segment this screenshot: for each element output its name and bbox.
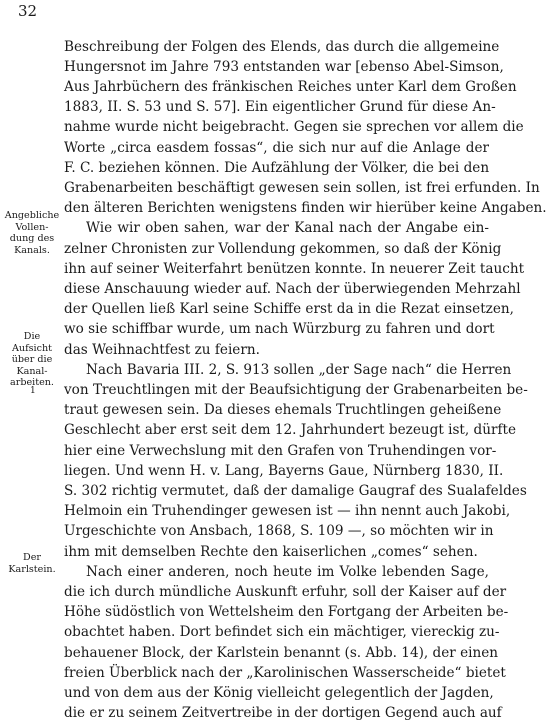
text-line: S. 302 richtig vermutet, daß der damalige Gaugraf des Sualafeldes — [64, 483, 527, 499]
text-line: der Quellen ließ Karl seine Schiffe erst da in die Rezat einsetzen, — [64, 301, 514, 317]
text-line: freien Überblick nach der „Karolinischen Wasserscheide“ bietet — [64, 665, 506, 681]
text-line: obachtet haben. Dort befindet sich ein mächtiger, viereckig zu- — [64, 624, 500, 640]
text-line: liegen. Und wenn H. v. Lang, Bayerns Gaue, Nürnberg 1830, II. — [64, 463, 504, 479]
text-line: Wie wir oben sahen, war der Kanal nach der Angabe ein- — [86, 220, 489, 236]
text-line: und von dem aus der König vielleicht gelegentlich der Jagden, — [64, 685, 494, 701]
text-line: Grabenarbeiten beschäftigt gewesen sein sollen, ist frei erfunden. In — [64, 180, 540, 196]
marginal-note-aufsicht — [2, 331, 62, 389]
text-line: diese Anschauung wieder auf. Nach der überwiegenden Mehrzahl — [64, 281, 521, 297]
text-line: Höhe südöstlich von Wettelsheim den Fortgang der Arbeiten be- — [64, 604, 509, 620]
text-line: Nach einer anderen, noch heute im Volke lebenden Sage, — [86, 564, 489, 580]
text-line: von Treuchtlingen mit der Beaufsichtigung der Grabenarbeiten be- — [64, 382, 528, 398]
text-line: wo sie schiffbar wurde, um nach Würzburg zu fahren und dort — [64, 321, 495, 337]
marginal-note-karlstein — [2, 552, 62, 575]
text-line: Hungersnot im Jahre 793 entstanden war [ebenso Abel-Simson, — [64, 59, 504, 75]
marginal-note-line: dung des — [9, 233, 55, 244]
marginal-note-line: Karlstein. — [8, 563, 56, 575]
text-line: Aus Jahrbüchern des fränkischen Reiches unter Karl dem Großen — [64, 79, 517, 95]
marginal-note-line: Der — [23, 552, 41, 563]
page-number: 32 — [18, 2, 38, 20]
marginal-note-line: über die — [11, 354, 53, 365]
text-line: Geschlecht aber erst seit dem 12. Jahrhundert bezeugt ist, dürfte — [64, 422, 517, 438]
text-line: zelner Chronisten zur Vollendung gekommen, so daß der König — [64, 241, 502, 257]
marginal-note-line: arbeiten. — [10, 377, 54, 388]
marginal-note-line: Angebliche — [4, 210, 60, 221]
text-line: Helmoin ein Truhendinger gewesen ist — ihn nennt auch Jakobi, — [64, 503, 511, 519]
text-line: ihn auf seiner Weiterfahrt benützen konnte. In neuerer Zeit taucht — [64, 261, 525, 277]
marginal-note-line: Vollen- — [15, 221, 49, 233]
text-line: Nach Bavaria III. 2, S. 913 sollen „der Sage nach“ die Herren — [86, 362, 512, 378]
marginal-note-line: Kanals. — [14, 244, 50, 256]
marginal-note-line: Kanal- — [16, 365, 48, 377]
text-line: die er zu seinem Zeitvertreibe in der dortigen Gegend auch auf — [64, 705, 502, 721]
text-line: hier eine Verwechslung mit den Grafen von Truhendingen vor- — [64, 443, 497, 459]
text-line: nahme wurde nicht beigebracht. Gegen sie sprechen vor allem die — [64, 119, 524, 135]
text-line: Beschreibung der Folgen des Elends, das durch die allgemeine — [64, 39, 500, 55]
stray-mark: 1 — [30, 386, 36, 396]
text-line: ihm mit demselben Rechte den kaiserlichen „comes“ sehen. — [64, 544, 478, 560]
text-line: Urgeschichte von Ansbach, 1868, S. 109 —, so möchten wir in — [64, 523, 494, 539]
text-line: traut gewesen sein. Da dieses ehemals Truchtlingen geheißene — [64, 402, 502, 418]
marginal-note-angebliche-vollendung — [2, 210, 62, 256]
text-line: 1883, II. S. 53 und S. 57]. Ein eigentlicher Grund für diese An- — [64, 99, 496, 115]
text-line: F. C. beziehen können. Die Aufzählung der Völker, die bei den — [64, 160, 490, 176]
text-line: die ich durch mündliche Auskunft erfuhr, soll der Kaiser auf der — [64, 584, 507, 600]
marginal-note-line: Die — [23, 331, 41, 342]
text-line: Worte „circa easdem fossas“, die sich nur auf die Anlage der — [64, 140, 489, 156]
text-line: den älteren Berichten wenigstens finden wir hierüber keine Angaben. — [64, 200, 547, 216]
text-line: das Weihnachtfest zu feiern. — [64, 342, 260, 358]
text-line: behauener Block, der Karlstein benannt (s. Abb. 14), der einen — [64, 645, 499, 661]
marginal-note-line: Aufsicht — [11, 342, 53, 354]
